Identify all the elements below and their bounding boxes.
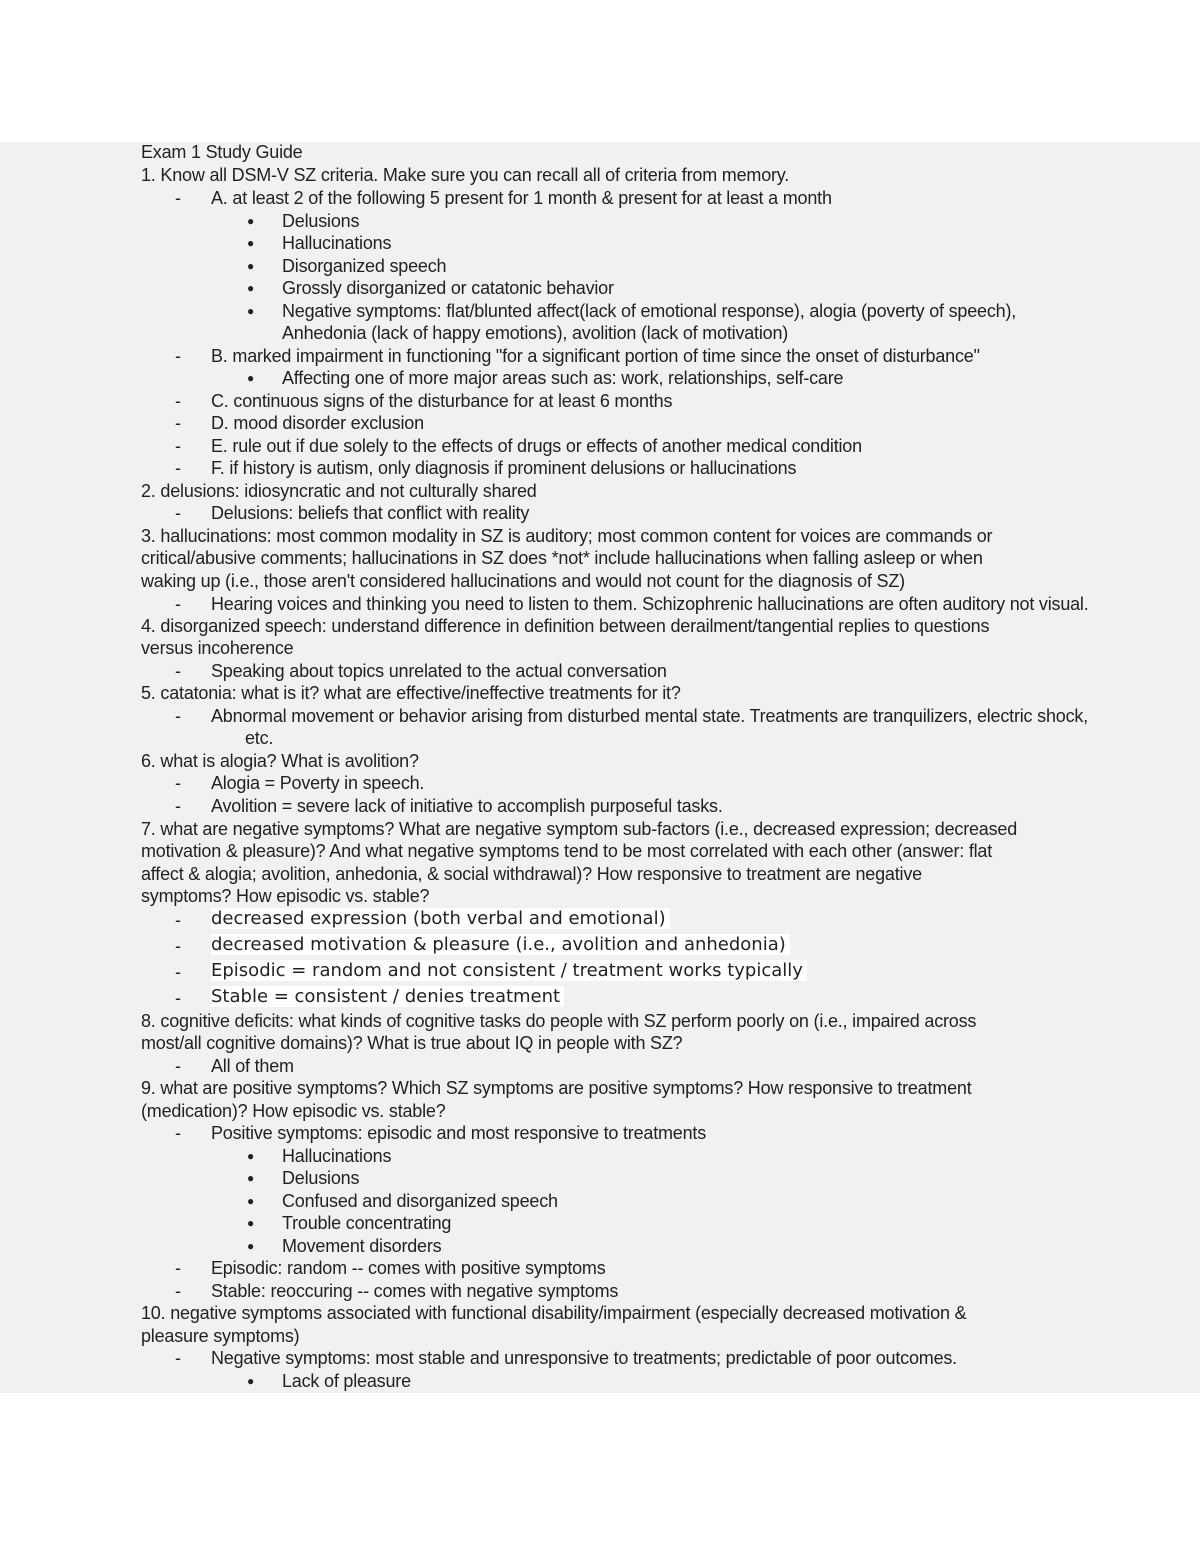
question-line-q9c: (medication)? How episodic vs. stable? — [141, 1101, 446, 1121]
answer-line-q1a: A. at least 2 of the following 5 present for 1 month & present for at least a month — [211, 188, 832, 208]
answer-line-q1a_b2: Hallucinations — [282, 233, 392, 253]
answer-line-q7a — [211, 908, 670, 931]
answer-line-q5a: Abnormal movement or behavior arising from disturbed mental state. Treatments are tranquilizers, electric shock, — [211, 706, 1088, 726]
answer-line-q4a: Speaking about topics unrelated to the actual conversation — [211, 661, 667, 681]
answer-line-q1e: E. rule out if due solely to the effects of drugs or effects of another medical condition — [211, 436, 862, 456]
dash-marker: - — [175, 1056, 181, 1076]
dash-marker: - — [175, 1281, 181, 1301]
bullet-icon: ● — [247, 304, 255, 318]
dash-marker: - — [175, 910, 181, 930]
question-line-q5: 5. catatonia: what is it? what are effective/ineffective treatments for it? — [141, 683, 681, 703]
answer-line-q1b_b1: Affecting one of more major areas such as: work, relationships, self-care — [282, 368, 844, 388]
bullet-icon: ● — [247, 1239, 255, 1253]
answer-line-q2a: Delusions: beliefs that conflict with reality — [211, 503, 530, 523]
answer-line-q10a: Negative symptoms: most stable and unresponsive to treatments; predictable of poor outcomes. — [211, 1348, 957, 1368]
answer-line-q7d — [211, 986, 564, 1009]
dash-marker: - — [175, 503, 181, 523]
dash-marker: - — [175, 413, 181, 433]
answer-line-q9a_b5: Movement disorders — [282, 1236, 442, 1256]
answer-line-q1b: B. marked impairment in functioning "for a significant portion of time since the onset of disturbance" — [211, 346, 980, 366]
dash-marker: - — [175, 773, 181, 793]
answer-text: Episodic = random and not consistent / treatment works typically — [211, 960, 807, 981]
question-line-q3c1: critical/abusive comments; hallucinations in SZ does *not* include hallucinations when falling asleep or when — [141, 548, 983, 568]
dash-marker: - — [175, 1348, 181, 1368]
dash-marker: - — [175, 988, 181, 1008]
answer-line-q10a_b1: Lack of pleasure — [282, 1371, 411, 1391]
answer-line-q3a: Hearing voices and thinking you need to listen to them. Schizophrenic hallucinations are often auditory not visual. — [211, 594, 1089, 614]
question-line-q3c2: waking up (i.e., those aren't considered hallucinations and would not count for the diagnosis of SZ) — [141, 571, 905, 591]
answer-line-q1a_b4: Grossly disorganized or catatonic behavior — [282, 278, 614, 298]
bullet-icon: ● — [247, 259, 255, 273]
bullet-icon: ● — [247, 371, 255, 385]
answer-line-q9a_b1: Hallucinations — [282, 1146, 392, 1166]
dash-marker: - — [175, 458, 181, 478]
bullet-icon: ● — [247, 214, 255, 228]
dash-marker: - — [175, 706, 181, 726]
dash-marker: - — [175, 1123, 181, 1143]
answer-text: decreased expression (both verbal and emotional) — [211, 908, 670, 929]
answer-line-q9b: Episodic: random -- comes with positive symptoms — [211, 1258, 606, 1278]
dash-marker: - — [175, 661, 181, 681]
document-title: Exam 1 Study Guide — [141, 142, 303, 162]
answer-line-q1f: F. if history is autism, only diagnosis if prominent delusions or hallucinations — [211, 458, 797, 478]
answer-line-q7c — [211, 960, 807, 983]
answer-text: decreased motivation & pleasure (i.e., avolition and anhedonia) — [211, 934, 790, 955]
question-line-q8: 8. cognitive deficits: what kinds of cognitive tasks do people with SZ perform poorly on (i.e., impaired across — [141, 1011, 977, 1031]
dash-marker: - — [175, 1258, 181, 1278]
question-line-q7: 7. what are negative symptoms? What are negative symptom sub-factors (i.e., decreased expression; decreased — [141, 819, 1018, 839]
question-line-q9: 9. what are positive symptoms? Which SZ symptoms are positive symptoms? How responsive to treatment — [141, 1078, 972, 1098]
dash-marker: - — [175, 594, 181, 614]
question-line-q10c: pleasure symptoms) — [141, 1326, 300, 1346]
answer-text: Stable = consistent / denies treatment — [211, 986, 564, 1007]
bullet-icon: ● — [247, 1171, 255, 1185]
question-line-q1: 1. Know all DSM-V SZ criteria. Make sure you can recall all of criteria from memory. — [141, 165, 790, 185]
dash-marker: - — [175, 796, 181, 816]
answer-line-q5ac: etc. — [245, 728, 274, 748]
answer-line-q1c: C. continuous signs of the disturbance for at least 6 months — [211, 391, 673, 411]
answer-line-q1d: D. mood disorder exclusion — [211, 413, 424, 433]
answer-line-q6a: Alogia = Poverty in speech. — [211, 773, 425, 793]
answer-line-q8a: All of them — [211, 1056, 294, 1076]
answer-line-q1a_b5: Negative symptoms: flat/blunted affect(lack of emotional response), alogia (poverty of speech), — [282, 301, 1017, 321]
answer-line-q9a_b4: Trouble concentrating — [282, 1213, 452, 1233]
question-line-q4c: versus incoherence — [141, 638, 294, 658]
dash-marker: - — [175, 188, 181, 208]
answer-line-q9c2: Stable: reoccuring -- comes with negative symptoms — [211, 1281, 619, 1301]
answer-line-q7b — [211, 934, 790, 957]
answer-line-q1a_b5c: Anhedonia (lack of happy emotions), avolition (lack of motivation) — [282, 323, 789, 343]
question-line-q2: 2. delusions: idiosyncratic and not culturally shared — [141, 481, 537, 501]
bullet-icon: ● — [247, 1149, 255, 1163]
question-line-q7c2: affect & alogia; avolition, anhedonia, & social withdrawal)? How responsive to treatment are negative — [141, 864, 922, 884]
dash-marker: - — [175, 962, 181, 982]
question-line-q10: 10. negative symptoms associated with functional disability/impairment (especially decreased motivation & — [141, 1303, 967, 1323]
bullet-icon: ● — [247, 281, 255, 295]
question-line-q8c: most/all cognitive domains)? What is true about IQ in people with SZ? — [141, 1033, 683, 1053]
dash-marker: - — [175, 436, 181, 456]
question-line-q7c1: motivation & pleasure)? And what negative symptoms tend to be most correlated with each other (answer: flat — [141, 841, 993, 861]
answer-line-q9a_b3: Confused and disorganized speech — [282, 1191, 558, 1211]
bullet-icon: ● — [247, 1374, 255, 1388]
question-line-q3: 3. hallucinations: most common modality in SZ is auditory; most common content for voices are commands or — [141, 526, 993, 546]
answer-line-q1a_b1: Delusions — [282, 211, 360, 231]
answer-line-q9a: Positive symptoms: episodic and most responsive to treatments — [211, 1123, 707, 1143]
answer-line-q9a_b2: Delusions — [282, 1168, 360, 1188]
dash-marker: - — [175, 391, 181, 411]
answer-line-q6b: Avolition = severe lack of initiative to accomplish purposeful tasks. — [211, 796, 723, 816]
dash-marker: - — [175, 936, 181, 956]
bullet-icon: ● — [247, 236, 255, 250]
bullet-icon: ● — [247, 1194, 255, 1208]
question-line-q7c3: symptoms? How episodic vs. stable? — [141, 886, 430, 906]
question-line-q4: 4. disorganized speech: understand difference in definition between derailment/tangential replies to questions — [141, 616, 990, 636]
question-line-q6: 6. what is alogia? What is avolition? — [141, 751, 419, 771]
answer-line-q1a_b3: Disorganized speech — [282, 256, 447, 276]
dash-marker: - — [175, 346, 181, 366]
bullet-icon: ● — [247, 1216, 255, 1230]
